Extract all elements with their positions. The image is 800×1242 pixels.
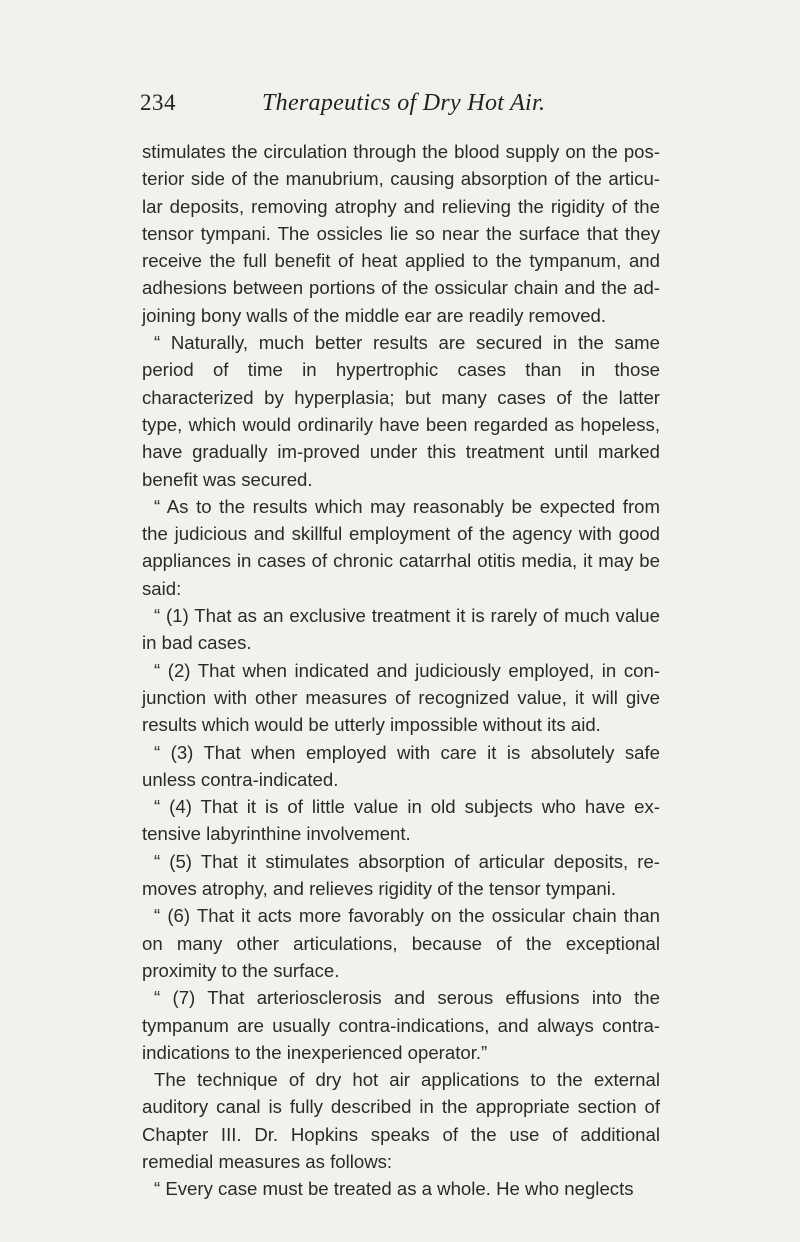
paragraph-quote-every-case: “ Every case must be treated as a whole. He who neglects — [154, 1178, 634, 1200]
paragraph-quote-results: “ As to the results which may reasonably be expected from the judicious and skillful employment of the agency with good appliances in cases of chronic catarrhal otitis media, it may be said: — [142, 495, 660, 599]
body-text — [142, 138, 660, 1203]
list-item-2: “ (2) That when indicated and judiciously employed, in con-junction with other measures of recognized value, it will give results which would be utterly impossible without its aid. — [142, 659, 660, 736]
list-item-4: “ (4) That it is of little value in old subjects who have ex-tensive labyrinthine involvement. — [142, 796, 660, 845]
paragraph-continuation: stimulates the circulation through the blood supply on the pos-terior side of the manubrium, causing absorption of the articu-lar deposits, removing atrophy and relieving the rigidity of the tensor tympani. The ossicles lie so near the surface that they receive the full benefit of heat applied to the tympanum, and adhesions between portions of the ossicular chain and the ad-joining bony walls of the middle ear are readily removed. — [142, 141, 660, 326]
paragraph-quote-naturally: “ Naturally, much better results are secured in the same period of time in hypertrophic cases than in those characterized by hyperplasia; but many cases of the latter type, which would ordinarily have been regarded as hopeless, have gradually im-proved under this treatment until marked benefit was secured. — [142, 332, 660, 490]
list-item-6: “ (6) That it acts more favorably on the ossicular chain than on many other articulations, because of the exceptional proximity to the surface. — [142, 905, 660, 981]
list-item-3: “ (3) That when employed with care it is absolutely safe unless contra-indicated. — [142, 741, 660, 790]
running-head — [140, 90, 660, 124]
list-item-1: “ (1) That as an exclusive treatment it is rarely of much value in bad cases. — [142, 605, 660, 654]
running-title: Therapeutics of Dry Hot Air. — [262, 90, 546, 116]
page-number: 234 — [140, 90, 176, 115]
list-item-5: “ (5) That it stimulates absorption of articular deposits, re-moves atrophy, and relieves rigidity of the tensor tympani. — [142, 850, 660, 900]
paragraph-technique: The technique of dry hot air applications to the external auditory canal is fully described in the appropriate section of Chapter III. Dr. Hopkins speaks of the use of additional remedial measures as follows: — [142, 1069, 660, 1172]
list-item-7: “ (7) That arteriosclerosis and serous effusions into the tympanum are usually contra-indications, and always contra-indications to the inexperienced operator.” — [142, 987, 660, 1063]
